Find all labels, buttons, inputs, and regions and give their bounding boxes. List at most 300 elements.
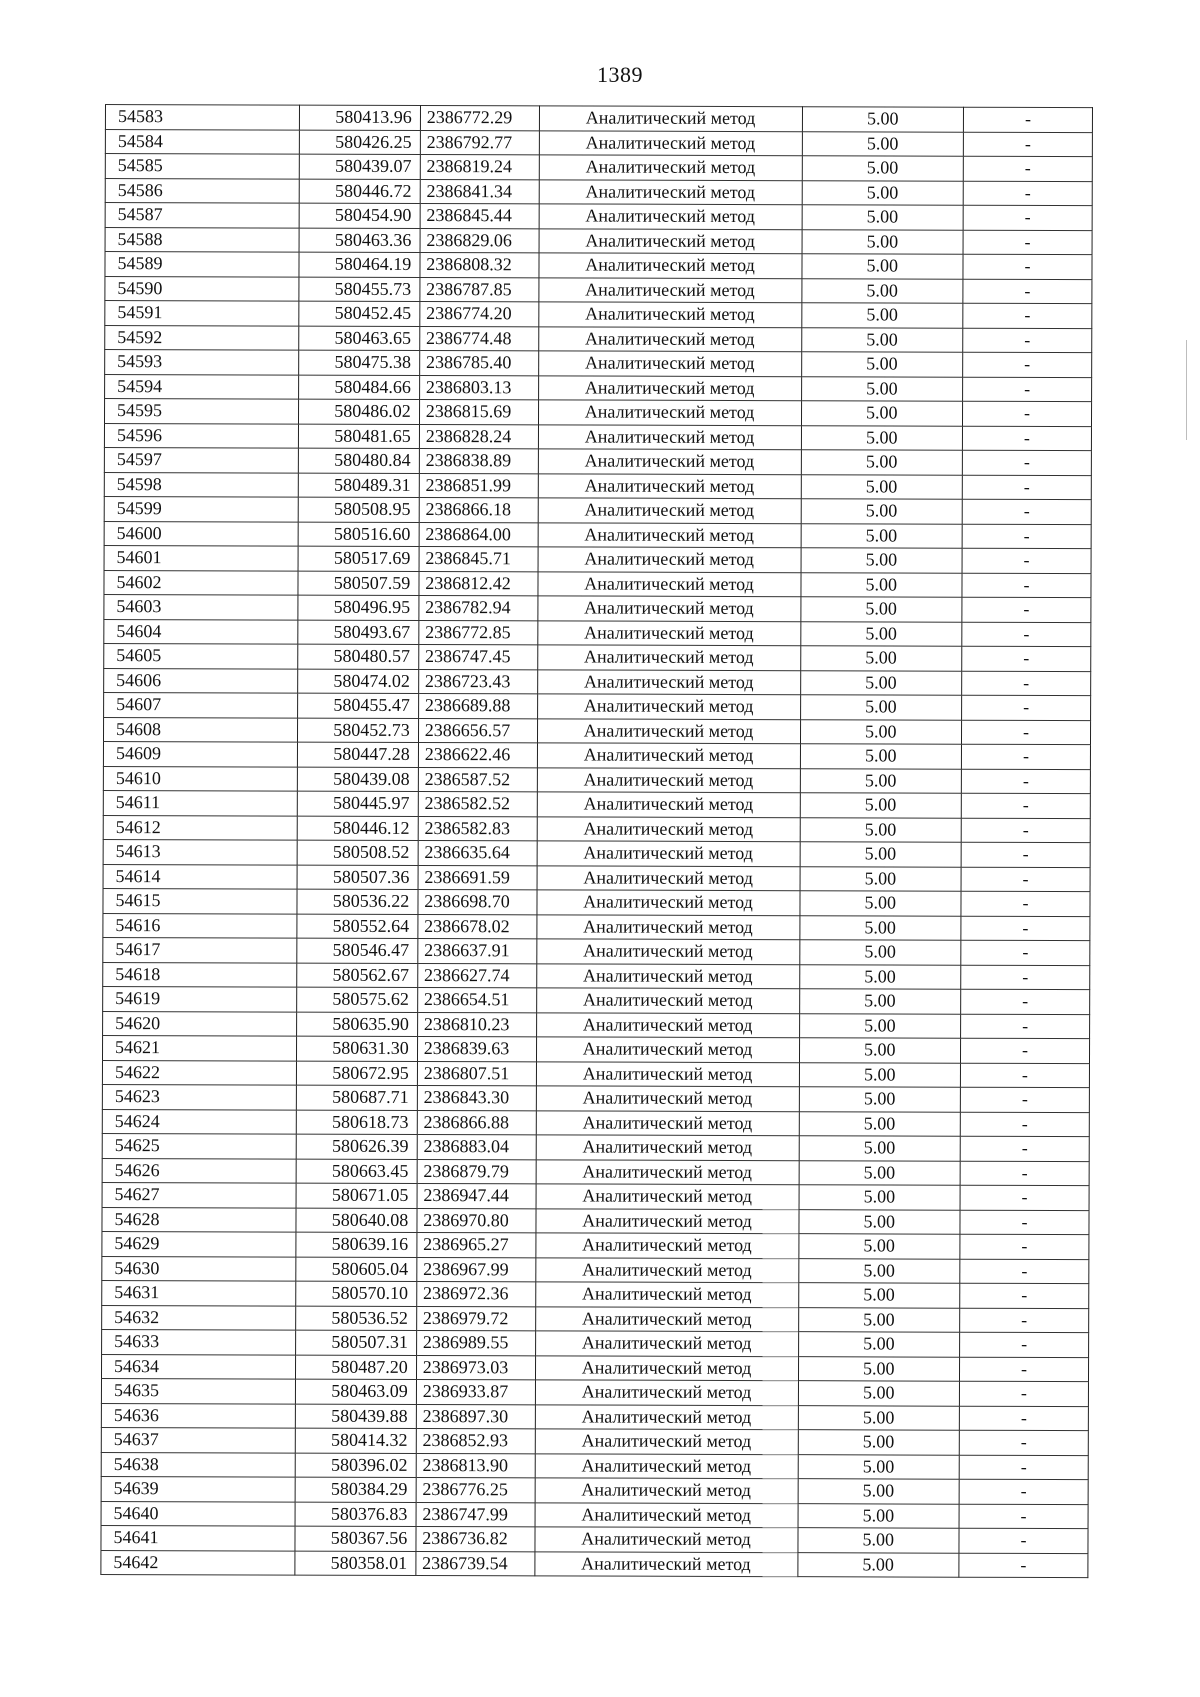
y-coordinate-cell: 2386851.99 [419,473,538,498]
method-cell: Аналитический метод [537,816,800,841]
method-cell: Аналитический метод [535,1478,798,1503]
point-id-cell: 54604 [104,619,298,644]
point-id-cell: 54603 [104,594,298,619]
method-cell: Аналитический метод [538,326,801,351]
note-cell: - [963,254,1092,279]
y-coordinate-cell: 2386979.72 [416,1306,535,1331]
table-row [104,447,1091,475]
note-cell: - [963,279,1092,304]
point-id-cell: 54612 [103,815,297,840]
point-id-cell: 54615 [103,888,297,913]
y-coordinate-cell: 2386972.36 [416,1281,535,1306]
method-cell: Аналитический метод [536,1184,799,1209]
table-row [102,1182,1089,1210]
x-coordinate-cell: 580552.64 [297,914,418,939]
point-id-cell: 54610 [103,766,297,791]
x-coordinate-cell: 580671.05 [296,1183,417,1208]
x-coordinate-cell: 580439.88 [295,1404,416,1429]
x-coordinate-cell: 580517.69 [298,546,419,571]
note-cell: - [959,1381,1088,1406]
table-row [101,1354,1088,1382]
note-cell: - [961,891,1090,916]
note-cell: - [960,1308,1089,1333]
note-cell: - [960,1112,1089,1137]
page-number: 1389 [597,62,643,87]
note-cell: - [963,230,1092,255]
point-id-cell: 54618 [103,962,297,987]
point-id-cell: 54631 [102,1280,296,1305]
y-coordinate-cell: 2386747.45 [418,644,537,669]
note-cell: - [963,132,1092,157]
point-id-cell: 54590 [105,276,299,301]
point-id-cell: 54628 [102,1207,296,1232]
y-coordinate-cell: 2386736.82 [416,1526,535,1551]
point-id-cell: 54598 [104,472,298,497]
accuracy-cell: 5.00 [800,793,962,818]
y-coordinate-cell: 2386582.52 [418,791,537,816]
method-cell: Аналитический метод [537,694,800,719]
method-cell: Аналитический метод [535,1282,798,1307]
accuracy-cell: 5.00 [798,1430,960,1455]
table-row [102,1035,1089,1063]
table-row [105,325,1092,353]
x-coordinate-cell: 580463.65 [299,326,420,351]
accuracy-cell: 5.00 [801,572,963,597]
method-cell: Аналитический метод [538,547,801,572]
y-coordinate-cell: 2386897.30 [416,1404,535,1429]
y-coordinate-cell: 2386866.18 [419,497,538,522]
table-row [103,1011,1090,1039]
accuracy-cell: 5.00 [801,327,963,352]
accuracy-cell: 5.00 [799,1087,961,1112]
y-coordinate-cell: 2386582.83 [418,816,537,841]
note-cell: - [960,1038,1089,1063]
y-coordinate-cell: 2386839.63 [417,1036,536,1061]
note-cell: - [962,524,1091,549]
method-cell: Аналитический метод [536,939,799,964]
x-coordinate-cell: 580516.60 [298,522,419,547]
accuracy-cell: 5.00 [801,303,963,328]
x-coordinate-cell: 580413.96 [299,105,420,130]
accuracy-cell: 5.00 [800,842,962,867]
point-id-cell: 54634 [101,1354,295,1379]
note-cell: - [962,401,1091,426]
note-cell: - [960,1136,1089,1161]
note-cell: - [961,1014,1090,1039]
x-coordinate-cell: 580489.31 [298,473,419,498]
accuracy-cell: 5.00 [798,1528,960,1553]
x-coordinate-cell: 580454.90 [299,203,420,228]
x-coordinate-cell: 580605.04 [296,1257,417,1282]
table-row [104,496,1091,524]
accuracy-cell: 5.00 [799,1038,961,1063]
table-row [104,545,1091,573]
method-cell: Аналитический метод [537,890,800,915]
y-coordinate-cell: 2386776.25 [416,1477,535,1502]
method-cell: Аналитический метод [536,1208,799,1233]
note-cell: - [959,1479,1088,1504]
method-cell: Аналитический метод [535,1306,798,1331]
table-row [103,815,1090,843]
point-id-cell: 54620 [103,1011,297,1036]
table-row [104,521,1091,549]
y-coordinate-cell: 2386989.55 [416,1330,535,1355]
x-coordinate-cell: 580447.28 [297,742,418,767]
accuracy-cell: 5.00 [802,131,964,156]
note-cell: - [961,989,1090,1014]
method-cell: Аналитический метод [538,351,801,376]
note-cell: - [959,1553,1088,1578]
point-id-cell: 54602 [104,570,298,595]
x-coordinate-cell: 580507.31 [296,1330,417,1355]
table-row [104,668,1091,696]
scan-edge-mark [1186,340,1187,440]
note-cell: - [962,499,1091,524]
x-coordinate-cell: 580635.90 [297,1012,418,1037]
accuracy-cell: 5.00 [799,989,961,1014]
accuracy-cell: 5.00 [800,597,962,622]
note-cell: - [962,548,1091,573]
x-coordinate-cell: 580455.47 [298,693,419,718]
method-cell: Аналитический метод [539,106,802,131]
y-coordinate-cell: 2386967.99 [417,1257,536,1282]
table-row [101,1501,1088,1529]
method-cell: Аналитический метод [539,228,802,253]
point-id-cell: 54630 [102,1256,296,1281]
y-coordinate-cell: 2386782.94 [419,595,538,620]
y-coordinate-cell: 2386803.13 [419,375,538,400]
note-cell: - [962,573,1091,598]
x-coordinate-cell: 580446.12 [297,816,418,841]
accuracy-cell: 5.00 [800,670,962,695]
table-row [102,1305,1089,1333]
method-cell: Аналитический метод [537,792,800,817]
y-coordinate-cell: 2386933.87 [416,1379,535,1404]
note-cell: - [960,1063,1089,1088]
point-id-cell: 54588 [105,227,299,252]
table-row [103,937,1090,965]
table-row [104,619,1091,647]
table-row [104,594,1091,622]
table-row [104,423,1091,451]
method-cell: Аналитический метод [537,669,800,694]
x-coordinate-cell: 580484.66 [299,375,420,400]
table-row [101,1427,1088,1455]
x-coordinate-cell: 580414.32 [295,1428,416,1453]
method-cell: Аналитический метод [538,449,801,474]
method-cell: Аналитический метод [538,498,801,523]
accuracy-cell: 5.00 [799,1111,961,1136]
note-cell: - [959,1504,1088,1529]
accuracy-cell: 5.00 [800,817,962,842]
table-row [101,1452,1088,1480]
note-cell: - [962,475,1091,500]
y-coordinate-cell: 2386819.24 [420,154,539,179]
method-cell: Аналитический метод [534,1551,797,1576]
point-id-cell: 54619 [103,986,297,1011]
method-cell: Аналитический метод [536,1110,799,1135]
x-coordinate-cell: 580474.02 [298,669,419,694]
accuracy-cell: 5.00 [801,278,963,303]
x-coordinate-cell: 580384.29 [295,1477,416,1502]
x-coordinate-cell: 580452.73 [297,718,418,743]
table-row [104,472,1091,500]
table-row [103,888,1090,916]
method-cell: Аналитический метод [535,1331,798,1356]
table-row [102,1329,1089,1357]
note-cell: - [963,303,1092,328]
point-id-cell: 54596 [104,423,298,448]
accuracy-cell: 5.00 [799,1013,961,1038]
y-coordinate-cell: 2386883.04 [417,1134,536,1159]
method-cell: Аналитический метод [536,1086,799,1111]
x-coordinate-cell: 580687.71 [296,1085,417,1110]
point-id-cell: 54613 [103,839,297,864]
note-cell: - [962,426,1091,451]
table-row [103,962,1090,990]
table-row [102,1280,1089,1308]
point-id-cell: 54592 [105,325,299,350]
accuracy-cell: 5.00 [801,401,963,426]
point-id-cell: 54584 [105,129,299,154]
table-row [103,913,1090,941]
point-id-cell: 54636 [101,1403,295,1428]
table-row [102,1133,1089,1161]
method-cell: Аналитический метод [535,1527,798,1552]
method-cell: Аналитический метод [537,841,800,866]
point-id-cell: 54601 [104,545,298,570]
point-id-cell: 54616 [103,913,297,938]
method-cell: Аналитический метод [538,571,801,596]
point-id-cell: 54625 [102,1133,296,1158]
table-row [103,864,1090,892]
accuracy-cell: 5.00 [799,1209,961,1234]
y-coordinate-cell: 2386691.59 [418,865,537,890]
table-row [105,276,1092,304]
accuracy-cell: 5.00 [801,548,963,573]
x-coordinate-cell: 580496.95 [298,595,419,620]
accuracy-cell: 5.00 [799,1185,961,1210]
table-row [104,692,1091,720]
method-cell: Аналитический метод [538,302,801,327]
point-id-cell: 54626 [102,1158,296,1183]
x-coordinate-cell: 580626.39 [296,1134,417,1159]
table-row [103,766,1090,794]
note-cell: - [959,1455,1088,1480]
x-coordinate-cell: 580575.62 [297,987,418,1012]
x-coordinate-cell: 580480.57 [298,644,419,669]
x-coordinate-cell: 580639.16 [296,1232,417,1257]
point-id-cell: 54589 [105,252,299,277]
point-id-cell: 54621 [102,1035,296,1060]
accuracy-cell: 5.00 [800,695,962,720]
accuracy-cell: 5.00 [800,866,962,891]
note-cell: - [962,450,1091,475]
point-id-cell: 54642 [101,1550,295,1575]
x-coordinate-cell: 580631.30 [296,1036,417,1061]
method-cell: Аналитический метод [536,1159,799,1184]
point-id-cell: 54635 [101,1378,295,1403]
point-id-cell: 54639 [101,1476,295,1501]
note-cell: - [960,1210,1089,1235]
y-coordinate-cell: 2386852.93 [416,1428,535,1453]
accuracy-cell: 5.00 [800,891,962,916]
x-coordinate-cell: 580439.07 [299,154,420,179]
y-coordinate-cell: 2386654.51 [417,987,536,1012]
note-cell: - [961,744,1090,769]
accuracy-cell: 5.00 [801,425,963,450]
table-row [103,790,1090,818]
accuracy-cell: 5.00 [801,499,963,524]
point-id-cell: 54591 [105,301,299,326]
accuracy-cell: 5.00 [800,768,962,793]
point-id-cell: 54638 [101,1452,295,1477]
x-coordinate-cell: 580487.20 [295,1355,416,1380]
table-row [104,570,1091,598]
table-row [105,129,1092,157]
y-coordinate-cell: 2386807.51 [417,1061,536,1086]
note-cell: - [961,965,1090,990]
x-coordinate-cell: 580358.01 [295,1551,416,1576]
y-coordinate-cell: 2386845.71 [419,546,538,571]
note-cell: - [962,671,1091,696]
method-cell: Аналитический метод [535,1233,798,1258]
y-coordinate-cell: 2386774.48 [419,326,538,351]
note-cell: - [959,1430,1088,1455]
point-id-cell: 54599 [104,496,298,521]
x-coordinate-cell: 580481.65 [298,424,419,449]
point-id-cell: 54593 [105,350,299,375]
point-id-cell: 54606 [104,668,298,693]
method-cell: Аналитический метод [537,645,800,670]
accuracy-cell: 5.00 [802,107,964,132]
method-cell: Аналитический метод [539,130,802,155]
accuracy-cell: 5.00 [800,744,962,769]
table-row [102,1231,1089,1259]
accuracy-cell: 5.00 [802,254,964,279]
y-coordinate-cell: 2386587.52 [418,767,537,792]
y-coordinate-cell: 2386812.42 [419,571,538,596]
table-row [104,643,1091,671]
method-cell: Аналитический метод [536,914,799,939]
method-cell: Аналитический метод [537,767,800,792]
table-row [105,301,1092,329]
y-coordinate-cell: 2386843.30 [417,1085,536,1110]
point-id-cell: 54627 [102,1182,296,1207]
method-cell: Аналитический метод [538,277,801,302]
y-coordinate-cell: 2386747.99 [416,1502,535,1527]
note-cell: - [960,1283,1089,1308]
note-cell: - [959,1357,1088,1382]
note-cell: - [961,769,1090,794]
method-cell: Аналитический метод [535,1380,798,1405]
x-coordinate-cell: 580618.73 [296,1110,417,1135]
table-row [105,350,1092,378]
method-cell: Аналитический метод [536,1012,799,1037]
accuracy-cell: 5.00 [799,1062,961,1087]
y-coordinate-cell: 2386723.43 [418,669,537,694]
method-cell: Аналитический метод [538,522,801,547]
accuracy-cell: 5.00 [798,1258,960,1283]
note-cell: - [960,1185,1089,1210]
accuracy-cell: 5.00 [801,523,963,548]
table-row [105,227,1092,255]
table-row [104,399,1091,427]
accuracy-cell: 5.00 [801,352,963,377]
method-cell: Аналитический метод [539,179,802,204]
method-cell: Аналитический метод [537,743,800,768]
note-cell: - [963,328,1092,353]
accuracy-cell: 5.00 [799,1160,961,1185]
note-cell: - [961,818,1090,843]
table-body [101,105,1093,1578]
y-coordinate-cell: 2386838.89 [419,448,538,473]
method-cell: Аналитический метод [537,865,800,890]
method-cell: Аналитический метод [535,1502,798,1527]
accuracy-cell: 5.00 [798,1503,960,1528]
y-coordinate-cell: 2386792.77 [420,130,539,155]
y-coordinate-cell: 2386845.44 [420,203,539,228]
accuracy-cell: 5.00 [801,474,963,499]
x-coordinate-cell: 580463.36 [299,228,420,253]
accuracy-cell: 5.00 [800,621,962,646]
x-coordinate-cell: 580439.08 [297,767,418,792]
x-coordinate-cell: 580507.36 [297,865,418,890]
accuracy-cell: 5.00 [799,964,961,989]
note-cell: - [961,842,1090,867]
note-cell: - [959,1406,1088,1431]
method-cell: Аналитический метод [536,963,799,988]
table-row [101,1550,1088,1578]
x-coordinate-cell: 580546.47 [297,938,418,963]
method-cell: Аналитический метод [535,1257,798,1282]
x-coordinate-cell: 580464.19 [299,252,420,277]
method-cell: Аналитический метод [536,1135,799,1160]
method-cell: Аналитический метод [537,596,800,621]
y-coordinate-cell: 2386622.46 [418,742,537,767]
note-cell: - [961,720,1090,745]
note-cell: - [962,622,1091,647]
table-row [102,1084,1089,1112]
point-id-cell: 54597 [104,447,298,472]
y-coordinate-cell: 2386808.32 [420,252,539,277]
y-coordinate-cell: 2386813.90 [416,1453,535,1478]
point-id-cell: 54595 [104,399,298,424]
note-cell: - [961,940,1090,965]
note-cell: - [962,646,1091,671]
accuracy-cell: 5.00 [800,646,962,671]
accuracy-cell: 5.00 [802,229,964,254]
y-coordinate-cell: 2386785.40 [419,350,538,375]
table-row [105,374,1092,402]
point-id-cell: 54605 [104,643,298,668]
y-coordinate-cell: 2386635.64 [418,840,537,865]
point-id-cell: 54622 [102,1060,296,1085]
accuracy-cell: 5.00 [798,1479,960,1504]
x-coordinate-cell: 580376.83 [295,1502,416,1527]
accuracy-cell: 5.00 [798,1356,960,1381]
note-cell: - [961,793,1090,818]
y-coordinate-cell: 2386689.88 [418,693,537,718]
accuracy-cell: 5.00 [798,1307,960,1332]
method-cell: Аналитический метод [539,204,802,229]
note-cell: - [960,1234,1089,1259]
y-coordinate-cell: 2386787.85 [420,277,539,302]
note-cell: - [963,107,1092,132]
x-coordinate-cell: 580455.73 [299,277,420,302]
y-coordinate-cell: 2386829.06 [420,228,539,253]
point-id-cell: 54585 [105,154,299,179]
